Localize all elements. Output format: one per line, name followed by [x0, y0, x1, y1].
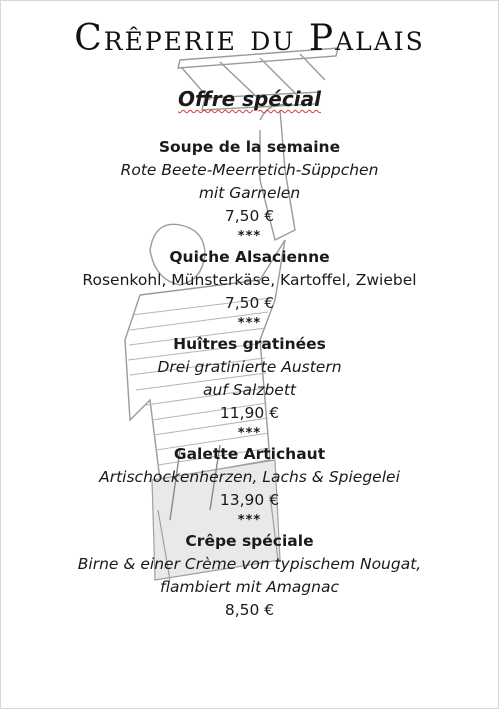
separator: *** — [237, 229, 262, 244]
dish-description: auf Salzbett — [202, 381, 296, 399]
dish-name: Crêpe spéciale — [185, 532, 314, 550]
restaurant-name: Crêperie du Palais — [74, 18, 425, 59]
dish-description: mit Garnelen — [198, 184, 301, 202]
dish-price: 8,50 € — [224, 601, 275, 619]
offer-title — [0, 84, 499, 114]
menu-item — [0, 136, 499, 246]
separator: *** — [237, 426, 262, 441]
dish-price: 11,90 € — [219, 404, 280, 422]
menu-item — [0, 333, 499, 443]
dish-description: Rosenkohl, Münsterkäse, Kartoffel, Zwiebel — [82, 271, 417, 289]
separator: *** — [237, 513, 262, 528]
menu — [0, 84, 499, 622]
dish-description: Drei gratinierte Austern — [157, 358, 342, 376]
dish-name: Quiche Alsacienne — [169, 248, 330, 266]
dish-price: 7,50 € — [224, 207, 275, 225]
dish-name: Huîtres gratinées — [173, 335, 326, 353]
menu-item — [0, 443, 499, 530]
offer-title-text: Offre spécial — [178, 87, 321, 111]
menu-item — [0, 246, 499, 333]
dish-description: Birne & einer Crème von typischem Nougat, — [77, 555, 422, 573]
menu-item — [0, 530, 499, 622]
dish-name: Soupe de la semaine — [158, 138, 341, 156]
separator: *** — [237, 316, 262, 331]
menu-items — [0, 136, 499, 622]
dish-price: 13,90 € — [219, 491, 280, 509]
dish-name: Galette Artichaut — [173, 445, 326, 463]
dish-description: Artischockenherzen, Lachs & Spiegelei — [99, 468, 400, 486]
dish-description: Rote Beete-Meerretich-Süppchen — [120, 161, 379, 179]
dish-description: flambiert mit Amagnac — [160, 578, 339, 596]
dish-price: 7,50 € — [224, 294, 275, 312]
